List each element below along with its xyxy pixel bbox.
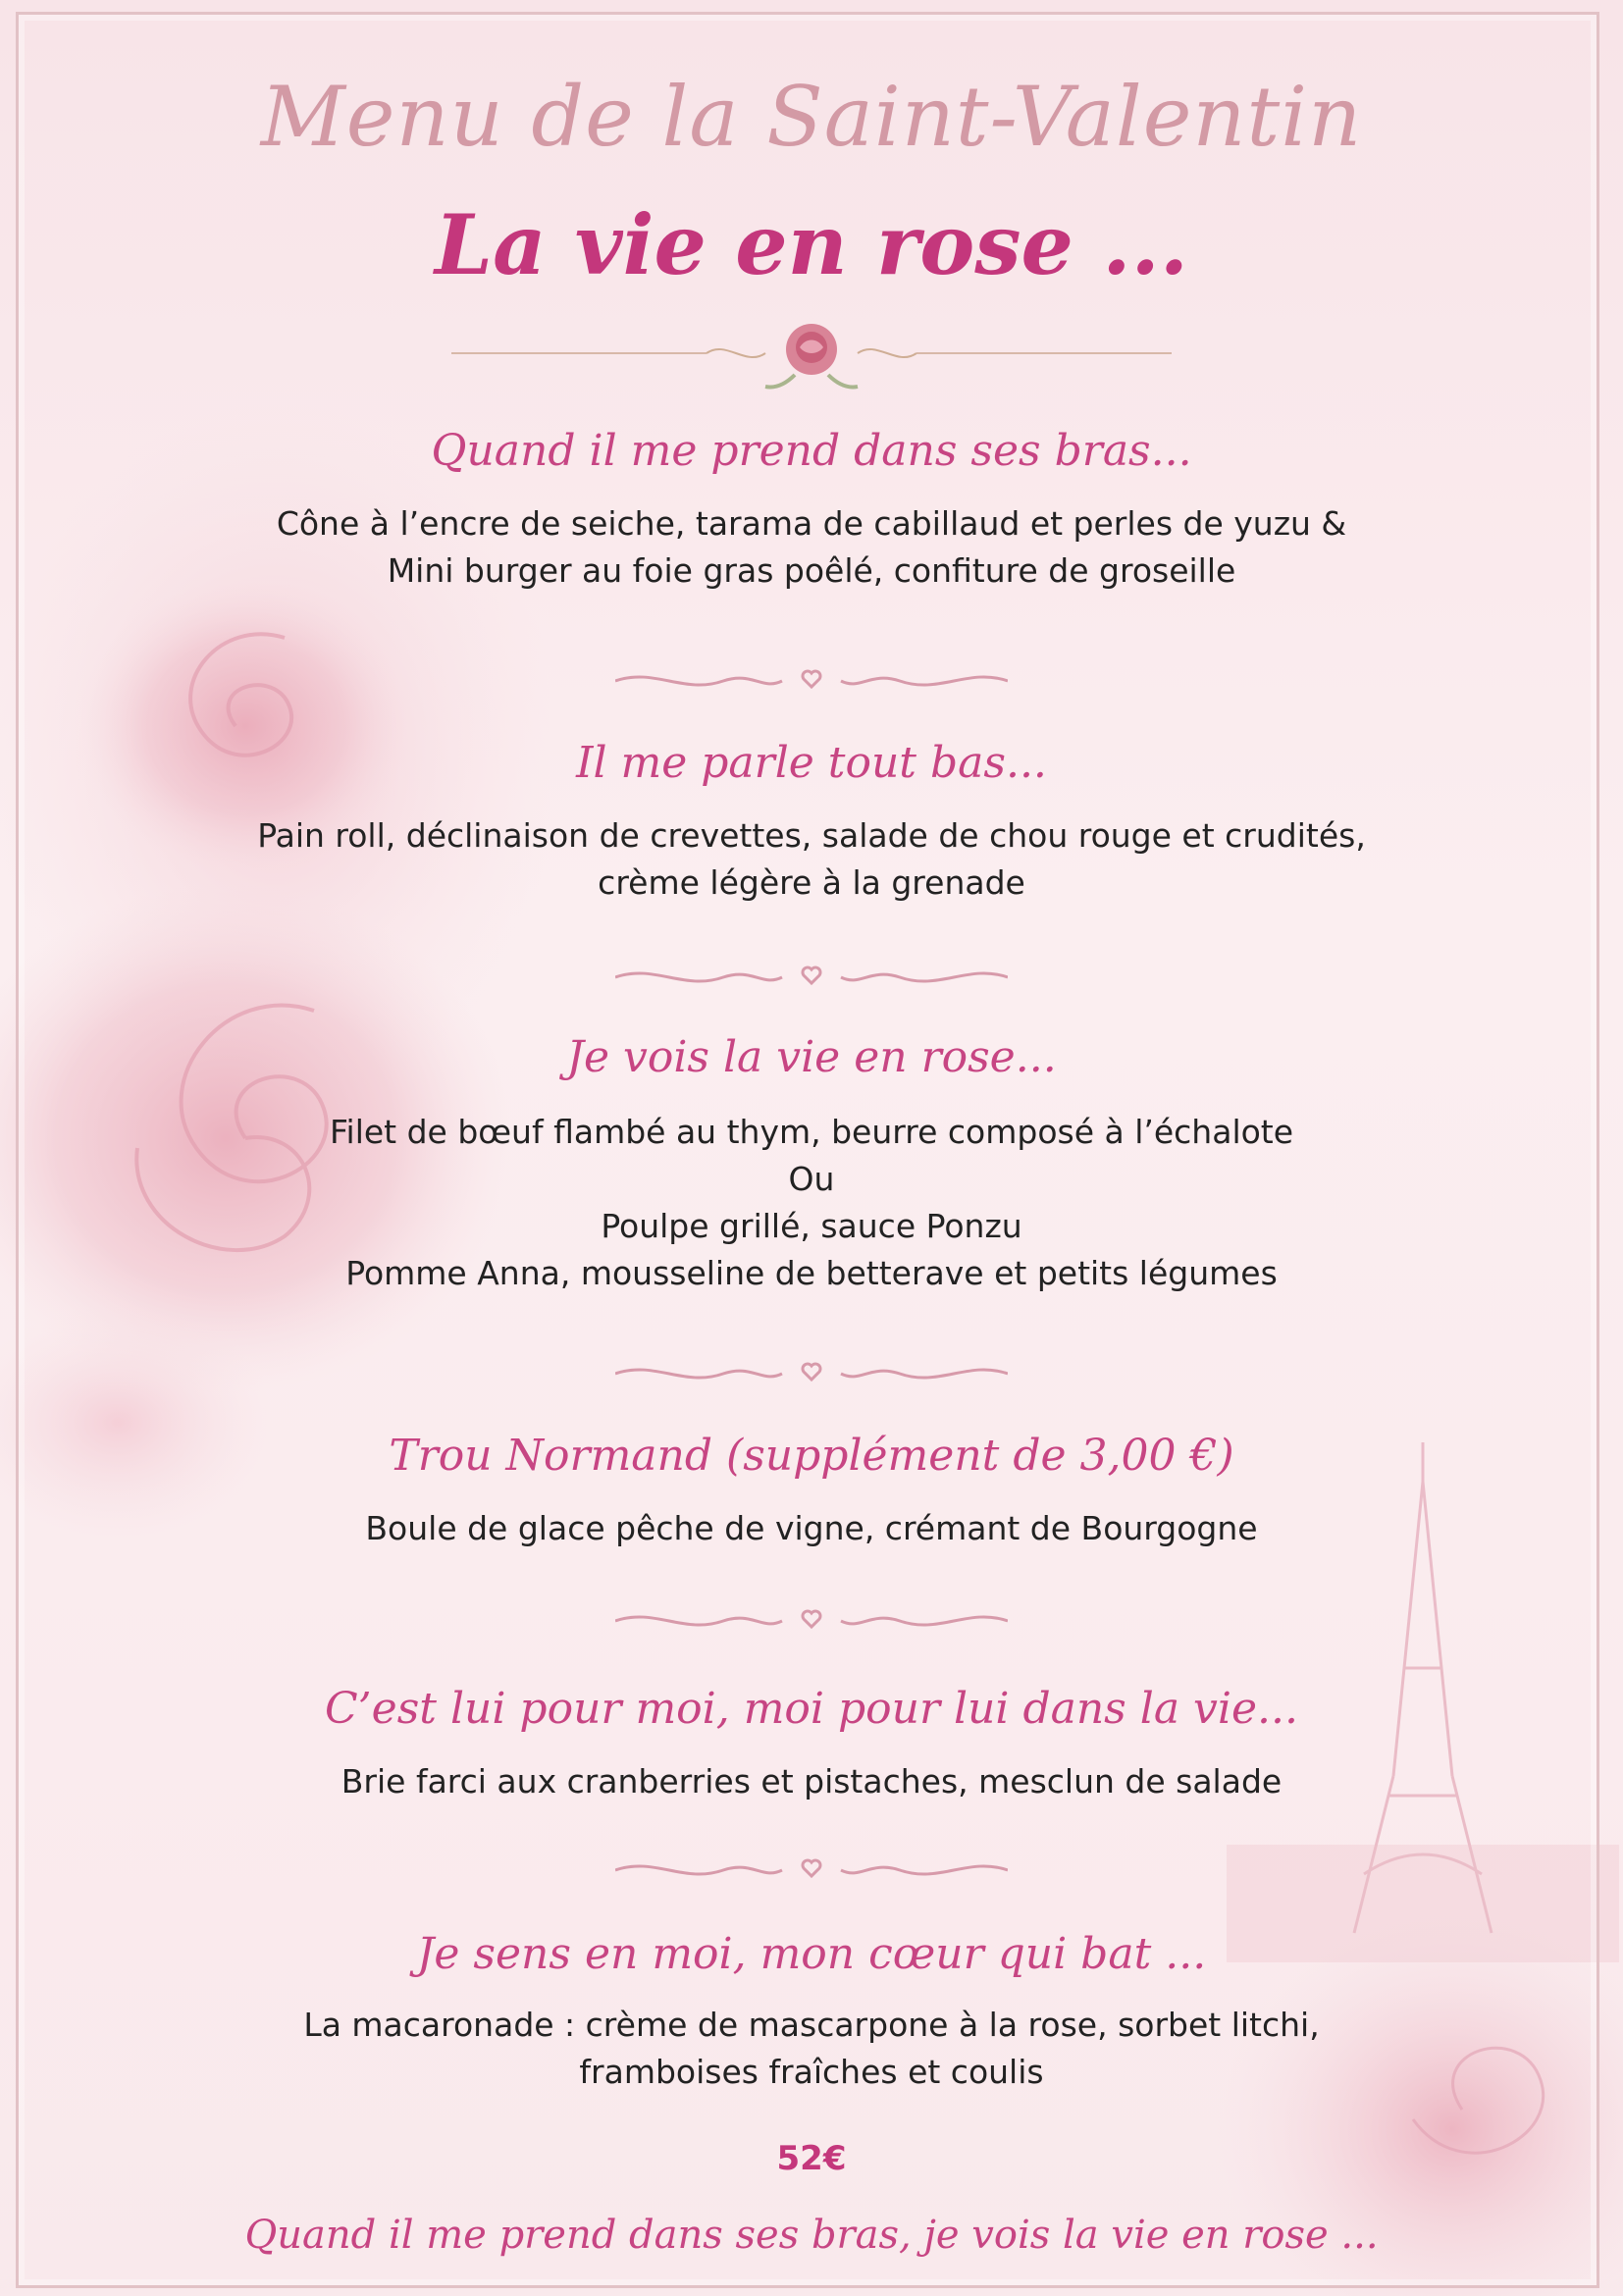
course-title-6: Je sens en moi, mon cœur qui bat ... — [416, 1929, 1207, 1979]
swirl-divider-icon — [615, 1851, 1008, 1890]
dish-line: Boule de glace pêche de vigne, crémant de Bourgogne — [365, 1509, 1258, 1547]
dish-line: Pomme Anna, mousseline de betterave et petits légumes — [345, 1254, 1278, 1292]
course-title-3: Je vois la vie en rose... — [566, 1032, 1057, 1082]
dish-line: Ou — [788, 1160, 835, 1198]
dish-line: La macaronade : crème de mascarpone à la rose, sorbet litchi, — [303, 2006, 1320, 2044]
dish-line: crème légère à la grenade — [598, 863, 1025, 902]
dish-line: Filet de bœuf flambé au thym, beurre composé à l’échalote — [329, 1113, 1294, 1151]
swirl-divider-icon — [615, 661, 1008, 701]
course-title-2: Il me parle tout bas... — [576, 738, 1047, 788]
swirl-divider-icon — [615, 1354, 1008, 1393]
dish-line: Poulpe grillé, sauce Ponzu — [601, 1207, 1022, 1245]
course-title-5: C’est lui pour moi, moi pour lui dans la vie... — [325, 1684, 1298, 1734]
course-dish-1 — [0, 500, 1623, 595]
swirl-divider-icon — [615, 958, 1008, 997]
course-dish-2 — [0, 812, 1623, 907]
course-dish-5 — [0, 1758, 1623, 1805]
rose-ornament-icon — [451, 314, 1172, 402]
dish-line: Mini burger au foie gras poêlé, confiture de groseille — [387, 551, 1236, 590]
dish-line: Pain roll, déclinaison de crevettes, salade de chou rouge et crudités, — [257, 816, 1366, 855]
dish-line: Cône à l’encre de seiche, tarama de cabillaud et perles de yuzu & — [276, 504, 1347, 543]
course-title-1: Quand il me prend dans ses bras... — [431, 426, 1192, 476]
dish-line: framboises fraîches et coulis — [579, 2053, 1044, 2091]
course-dish-4 — [0, 1505, 1623, 1552]
menu-title: Menu de la Saint-Valentin — [260, 69, 1363, 165]
course-title-4: Trou Normand (supplément de 3,00 €) — [389, 1431, 1234, 1481]
course-dish-6 — [0, 2002, 1623, 2096]
footer-quote: Quand il me prend dans ses bras, je vois la vie en rose ... — [244, 2213, 1379, 2258]
menu-price: 52€ — [776, 2139, 847, 2178]
menu-subtitle: La vie en rose ... — [435, 196, 1188, 293]
swirl-divider-icon — [615, 1601, 1008, 1641]
dish-line: Brie farci aux cranberries et pistaches, mesclun de salade — [340, 1762, 1283, 1800]
course-dish-3 — [0, 1109, 1623, 1297]
